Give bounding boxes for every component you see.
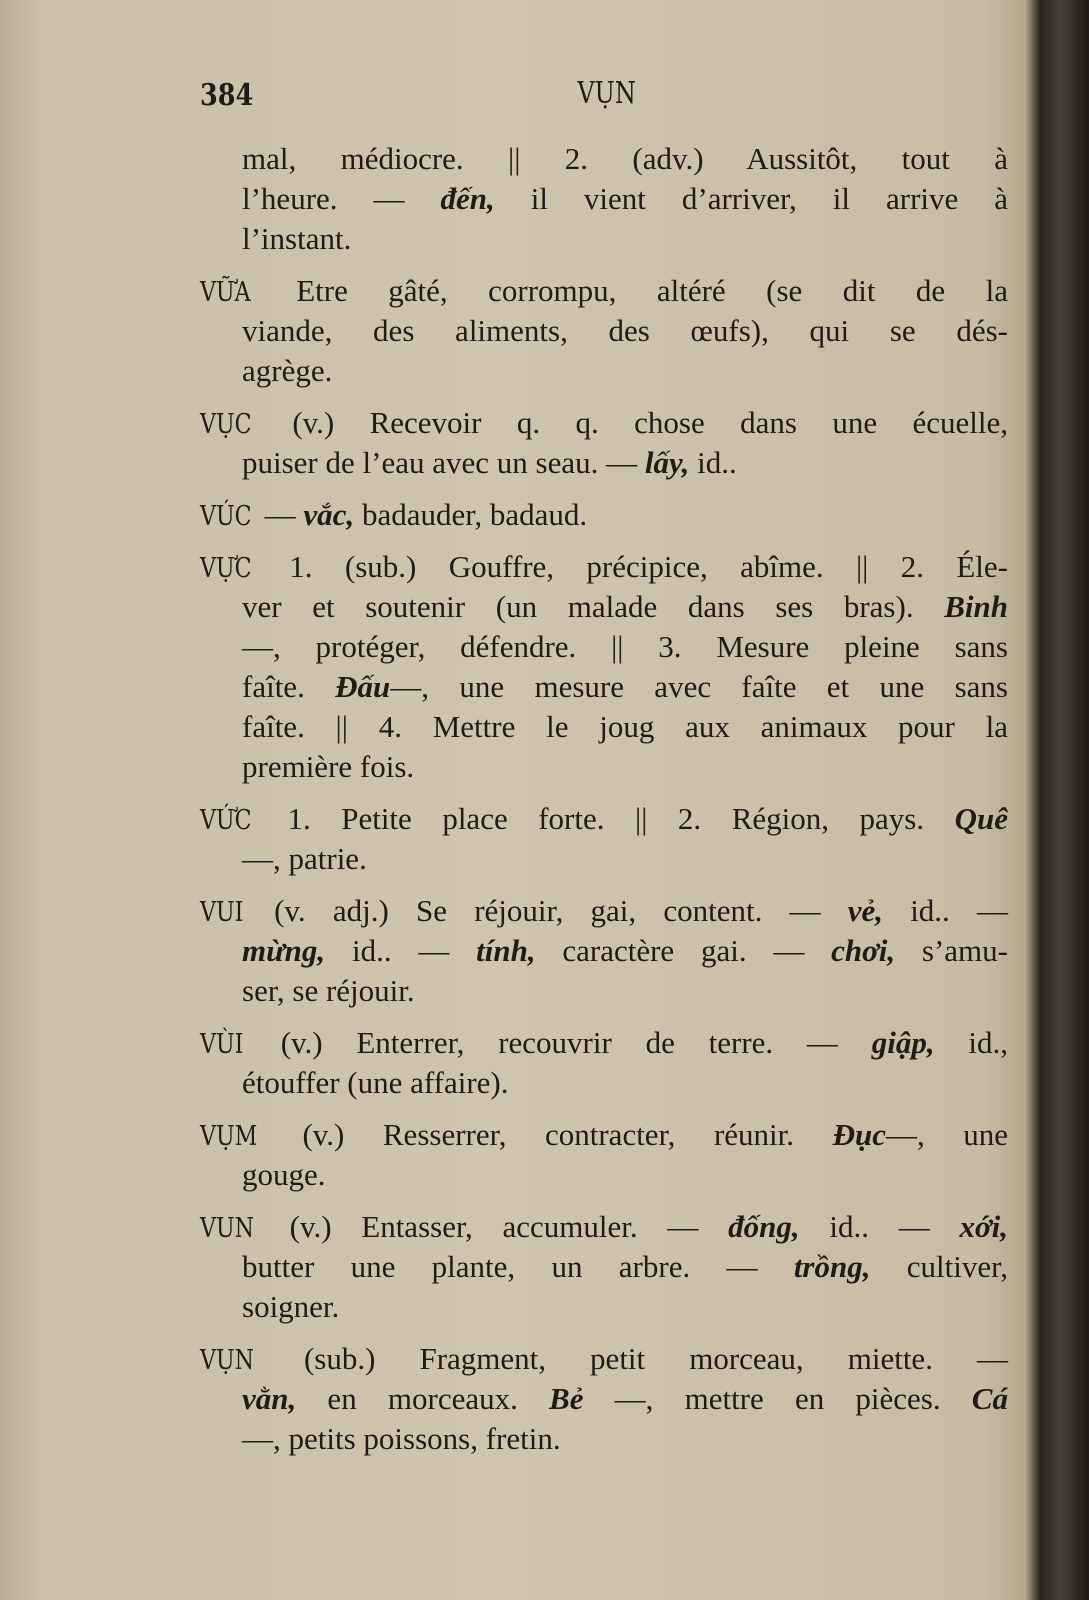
entry-line	[242, 179, 1008, 219]
definition-text: 1. Petite place forte. || 2. Région, pays.	[256, 801, 955, 836]
definition-text: —, une	[885, 1117, 1009, 1152]
definition-text: (v. adj.) Se réjouir, gai, content. —	[246, 893, 848, 928]
definition-text: gouge.	[242, 1157, 326, 1192]
dictionary-entry	[200, 403, 1008, 483]
entry-line	[242, 931, 1008, 971]
headword: VUN	[200, 1213, 255, 1244]
vietnamese-term: Binh	[944, 589, 1008, 624]
definition-text: cultiver,	[870, 1249, 1008, 1284]
definition-text: (v.) Recevoir q. q. chose dans une écuelle,	[256, 405, 1008, 440]
headword: VỤM	[200, 1121, 258, 1152]
definition-text: mal, médiocre. || 2. (adv.) Aussitôt, tout à	[242, 141, 1008, 176]
vietnamese-term: Bẻ	[549, 1381, 584, 1416]
vietnamese-term: trồng,	[793, 1249, 871, 1284]
entry-line	[242, 351, 1008, 391]
entry-line	[242, 443, 1008, 483]
definition-text: —	[256, 497, 304, 532]
entry-line	[242, 587, 1008, 627]
dictionary-entry	[200, 139, 1008, 259]
entry-line	[242, 1379, 1008, 1419]
entry-line	[242, 707, 1008, 747]
headword: VỤC	[200, 409, 252, 440]
definition-text: butter une plante, un arbre. —	[242, 1249, 794, 1284]
definition-text: id.. —	[325, 933, 477, 968]
entry-line	[200, 1207, 1008, 1247]
headword: VỰC	[200, 553, 252, 584]
definition-text: viande, des aliments, des œufs), qui se dés-	[242, 313, 1008, 348]
definition-text: (v.) Entasser, accumuler. —	[259, 1209, 729, 1244]
dictionary-entry	[200, 799, 1008, 879]
entry-line	[200, 1023, 1008, 1063]
definition-text: l’instant.	[242, 221, 352, 256]
definition-text: première fois.	[242, 749, 415, 784]
page-header	[200, 78, 1005, 118]
entry-line	[242, 1155, 1008, 1195]
entry-line	[242, 1063, 1008, 1103]
entry-line	[242, 1419, 1008, 1459]
vietnamese-term: vằn,	[242, 1381, 297, 1416]
entry-line	[200, 547, 1008, 587]
headword: VỤN	[200, 1345, 255, 1376]
definition-text: s’amu-	[895, 933, 1008, 968]
definition-text: —, une mesure avec faîte et une sans	[390, 669, 1008, 704]
headword: VUI	[200, 897, 244, 928]
entry-line	[242, 667, 1008, 707]
entry-line	[242, 139, 1008, 179]
vietnamese-term: mừng,	[242, 933, 326, 968]
vietnamese-term: đến,	[440, 181, 495, 216]
entry-line	[242, 971, 1008, 1011]
vietnamese-term: lấy,	[644, 445, 690, 480]
entry-line	[242, 627, 1008, 667]
definition-text: l’heure. —	[242, 181, 441, 216]
definition-text: soigner.	[242, 1289, 340, 1324]
entry-line	[200, 1339, 1008, 1379]
definition-text: faîte. || 4. Mettre le joug aux animaux pour la	[242, 709, 1008, 744]
definition-text: il vient d’arriver, il arrive à	[494, 181, 1008, 216]
definition-text: ver et soutenir (un malade dans ses bras).	[242, 589, 945, 624]
definition-text: id..	[689, 445, 737, 480]
entry-line	[200, 891, 1008, 931]
vietnamese-term: Đấu	[335, 669, 391, 704]
definition-text: étouffer (une affaire).	[242, 1065, 509, 1100]
entry-line	[242, 839, 1008, 879]
entry-line	[200, 1115, 1008, 1155]
definition-text: caractère gai. —	[535, 933, 832, 968]
dictionary-entry	[200, 1115, 1008, 1195]
dictionary-entry	[200, 547, 1008, 787]
vietnamese-term: chơi,	[831, 933, 896, 968]
headword: VÚC	[200, 501, 252, 532]
definition-text: (v.) Resserrer, contracter, réunir.	[263, 1117, 833, 1152]
definition-text: agrège.	[242, 353, 333, 388]
entry-line	[242, 1247, 1008, 1287]
dictionary-entry	[200, 271, 1008, 391]
definition-text: (sub.) Fragment, petit morceau, miette. —	[259, 1341, 1008, 1376]
entry-line	[242, 747, 1008, 787]
entry-line	[200, 495, 1008, 535]
definition-text: faîte.	[242, 669, 336, 704]
vietnamese-term: Cá	[971, 1381, 1008, 1416]
definition-text: en morceaux.	[296, 1381, 550, 1416]
definition-text: —, mettre en pièces.	[583, 1381, 972, 1416]
dictionary-entry	[200, 1023, 1008, 1103]
definition-text: (v.) Enterrer, recouvrir de terre. —	[246, 1025, 872, 1060]
vietnamese-term: tính,	[476, 933, 536, 968]
headword: VỮA	[200, 277, 251, 308]
headword: VỨC	[200, 805, 252, 836]
dictionary-entry	[200, 1207, 1008, 1327]
definition-text: —, patrie.	[242, 841, 367, 876]
dictionary-body	[200, 139, 1008, 1471]
entry-line	[200, 799, 1008, 839]
definition-text: —, protéger, défendre. || 3. Mesure pleine sans	[242, 629, 1008, 664]
entry-line	[200, 271, 1008, 311]
entry-line	[242, 219, 1008, 259]
definition-text: id.. —	[883, 893, 1008, 928]
entry-line	[200, 403, 1008, 443]
vietnamese-term: Đục	[832, 1117, 886, 1152]
vietnamese-term: giập,	[871, 1025, 935, 1060]
dictionary-entry	[200, 891, 1008, 1011]
definition-text: id.. —	[799, 1209, 960, 1244]
vietnamese-term: đống,	[728, 1209, 800, 1244]
definition-text: badauder, badaud.	[354, 497, 588, 532]
definition-text: id.,	[934, 1025, 1008, 1060]
page-number: 384	[200, 78, 254, 113]
vietnamese-term: Quê	[954, 801, 1008, 836]
running-head: VỤN	[577, 76, 636, 111]
definition-text: puiser de l’eau avec un seau. —	[242, 445, 645, 480]
vietnamese-term: xới,	[959, 1209, 1008, 1244]
vietnamese-term: vắc,	[303, 497, 355, 532]
definition-text: Etre gâté, corrompu, altéré (se dit de la	[255, 273, 1008, 308]
dictionary-entry	[200, 1339, 1008, 1459]
entry-line	[242, 1287, 1008, 1327]
definition-text: 1. (sub.) Gouffre, précipice, abîme. || 2. Éle-	[256, 549, 1008, 584]
dictionary-entry	[200, 495, 1008, 535]
definition-text: ser, se réjouir.	[242, 973, 415, 1008]
definition-text: —, petits poissons, fretin.	[242, 1421, 561, 1456]
vietnamese-term: vẻ,	[847, 893, 883, 928]
entry-line	[242, 311, 1008, 351]
headword: VÙI	[200, 1029, 244, 1060]
